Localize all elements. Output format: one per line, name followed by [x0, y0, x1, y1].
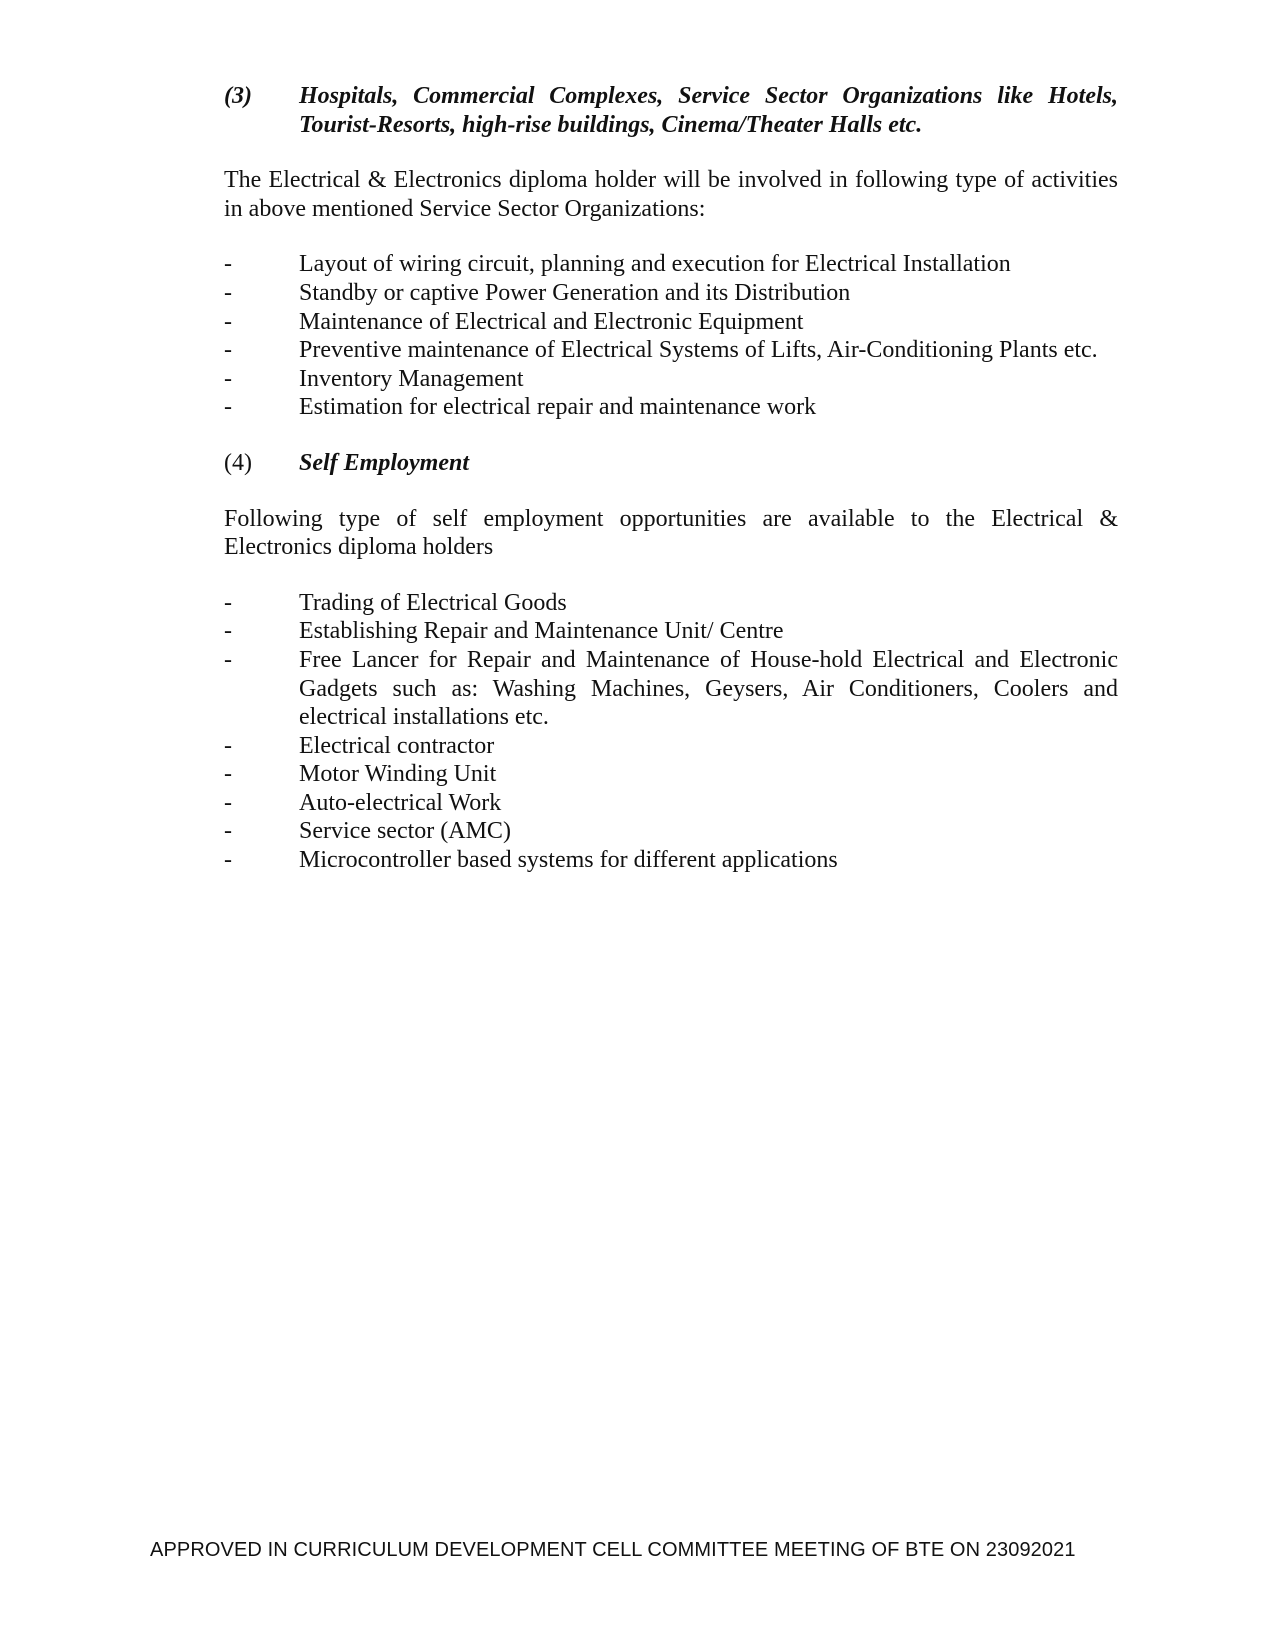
list-item [224, 308, 1118, 337]
section-4-list [224, 589, 1118, 875]
list-item [224, 789, 1118, 818]
bullet-dash: - [224, 589, 232, 616]
section-3-intro: The Electrical & Electronics diploma holder will be involved in following type of activities in above mentioned Service Sector Organizations: [224, 167, 1118, 222]
list-item-text: Trading of Electrical Goods [299, 589, 567, 616]
bullet-dash: - [224, 365, 232, 392]
list-item-text: Maintenance of Electrical and Electronic Equipment [299, 308, 804, 335]
list-item [224, 817, 1118, 846]
list-item [224, 250, 1118, 279]
bullet-dash: - [224, 761, 232, 788]
list-item [224, 617, 1118, 646]
bullet-dash: - [224, 394, 232, 421]
list-item-text: Free Lancer for Repair and Maintenance of House-hold Electrical and Electronic Gadgets such as: Washing Machines, Geysers, Air Conditioners, Coolers and electrical installations etc. [299, 646, 1118, 731]
list-item [224, 732, 1118, 761]
list-item-text: Service sector (AMC) [299, 818, 511, 845]
list-item-text: Preventive maintenance of Electrical Systems of Lifts, Air-Conditioning Plants etc. [299, 337, 1098, 364]
list-item-text: Standby or captive Power Generation and its Distribution [299, 279, 851, 306]
list-item-text: Establishing Repair and Maintenance Unit/ Centre [299, 618, 784, 645]
bullet-dash: - [224, 646, 232, 673]
list-item [224, 646, 1118, 732]
list-item-text: Auto-electrical Work [299, 789, 502, 816]
list-item [224, 393, 1118, 422]
list-item [224, 589, 1118, 618]
section-4-title: Self Employment [299, 449, 469, 476]
list-item-text: Electrical contractor [299, 732, 495, 759]
bullet-dash: - [224, 337, 232, 364]
list-item [224, 336, 1118, 365]
section-3-title: Hospitals, Commercial Complexes, Service Sector Organizations like Hotels, Tourist-Resorts, high-rise buildings, Cinema/Theater Halls etc. [299, 83, 1118, 138]
section-4-heading [224, 449, 1118, 478]
page-content [224, 82, 1118, 875]
bullet-dash: - [224, 818, 232, 845]
section-3-heading [224, 82, 1118, 139]
bullet-dash: - [224, 732, 232, 759]
list-item [224, 846, 1118, 875]
bullet-dash: - [224, 847, 232, 874]
approval-footer: APPROVED IN CURRICULUM DEVELOPMENT CELL COMMITTEE MEETING OF BTE ON 23092021 [150, 1539, 1076, 1561]
section-3-number: (3) [224, 83, 252, 109]
list-item-text: Estimation for electrical repair and maintenance work [299, 394, 817, 421]
section-4-intro: Following type of self employment opportunities are available to the Electrical & Electronics diploma holders [224, 505, 1118, 561]
list-item-text: Layout of wiring circuit, planning and execution for Electrical Installation [299, 251, 1011, 278]
list-item-text: Microcontroller based systems for different applications [299, 847, 838, 874]
list-item-text: Motor Winding Unit [299, 761, 497, 788]
bullet-dash: - [224, 618, 232, 645]
list-item [224, 760, 1118, 789]
list-item-text: Inventory Management [299, 365, 524, 392]
bullet-dash: - [224, 279, 232, 306]
bullet-dash: - [224, 308, 232, 335]
bullet-dash: - [224, 789, 232, 816]
list-item [224, 365, 1118, 394]
section-4-number: (4) [224, 449, 252, 476]
section-3-list [224, 250, 1118, 422]
bullet-dash: - [224, 251, 232, 278]
list-item [224, 279, 1118, 308]
